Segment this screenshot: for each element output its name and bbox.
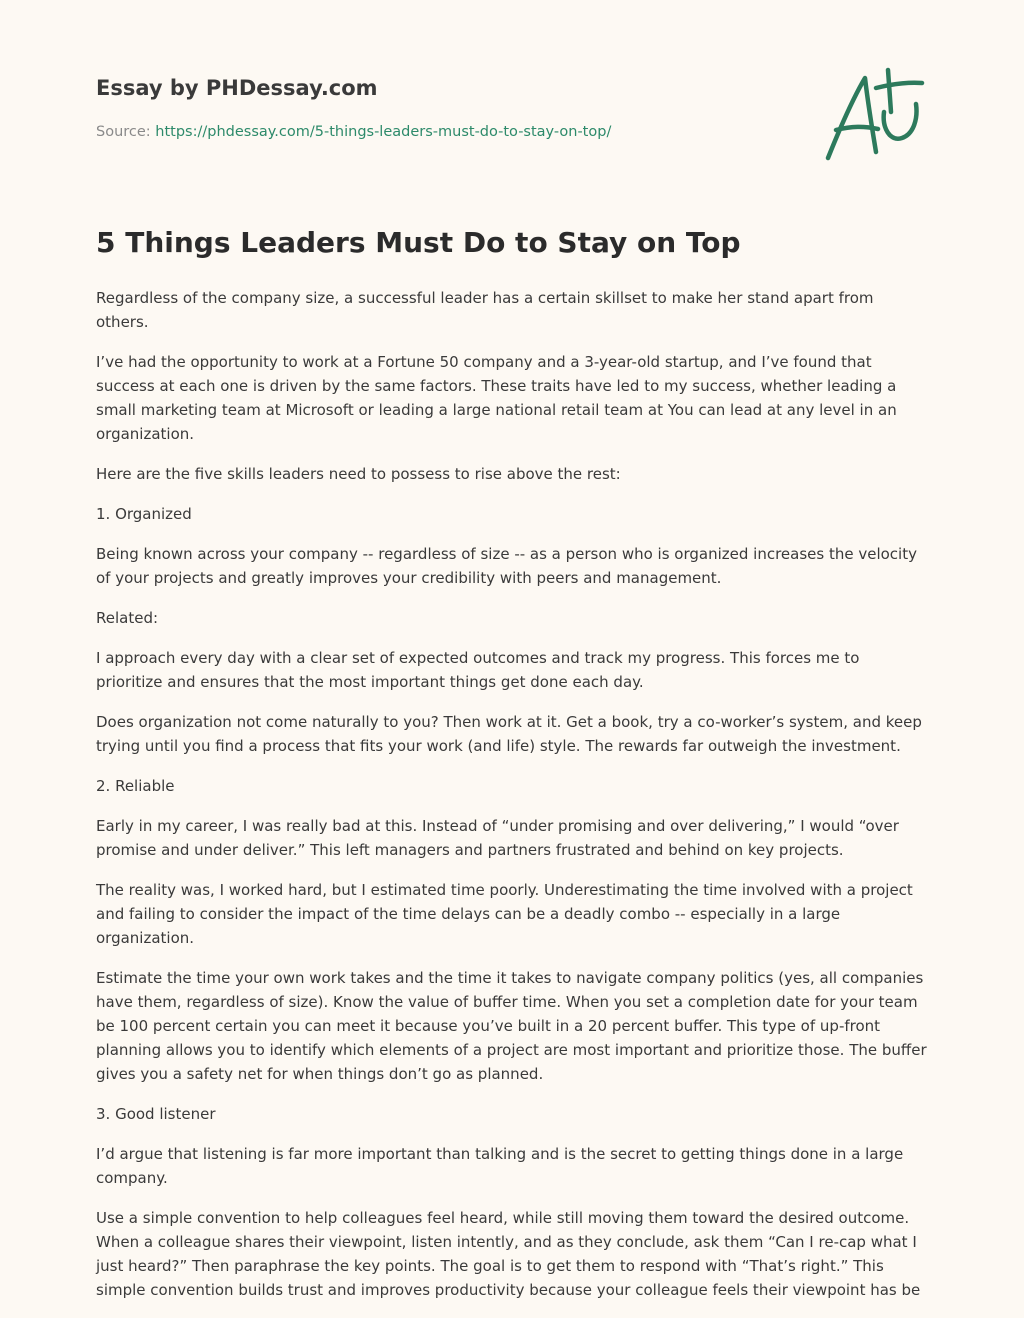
paragraph: Use a simple convention to help colleagues feel heard, while still moving them toward the desired outcome. When a colleague shares their viewpoint, listen intently, and as they conclude, ask them “Can I re-cap what I just heard?” Then paraphrase the key points. The goal is to get them to respond with “That’s right.” This simple convention builds trust and improves productivity because your colleague feels their viewpoint has be [96,1209,921,1299]
paragraph: I approach every day with a clear set of expected outcomes and track my progress. This forces me to prioritize and ensures that the most important things get done each day. [96,649,860,691]
article-body [96,286,930,1318]
paragraph: Regardless of the company size, a successful leader has a certain skillset to make her stand apart from others. [96,289,874,331]
paragraph: The reality was, I worked hard, but I estimated time poorly. Underestimating the time involved with a project and failing to consider the impact of the time delays can be a deadly combo -- especially in a large organization. [96,881,913,947]
paragraph: I’ve had the opportunity to work at a Fortune 50 company and a 3-year-old startup, and I’ve found that success at each one is driven by the same factors. These traits have led to my success, whether leading a small marketing team at Microsoft or leading a large national retail team at You can lead at any level in an organization. [96,353,897,443]
section-heading: 1. Organized [96,505,192,523]
paragraph: I’d argue that listening is far more important than talking and is the secret to getting things done in a large company. [96,1145,904,1187]
section-heading: 3. Good listener [96,1105,216,1123]
source-link[interactable]: https://phdessay.com/5-things-leaders-must-do-to-stay-on-top/ [155,124,612,140]
article-title: 5 Things Leaders Must Do to Stay on Top [96,226,741,259]
paragraph: Related: [96,609,159,627]
paragraph: Being known across your company -- regardless of size -- as a person who is organized increases the velocity of your projects and greatly improves your credibility with peers and management. [96,545,917,587]
section-heading: 2. Reliable [96,777,175,795]
source-label: Source: [96,124,156,140]
paragraph: Early in my career, I was really bad at this. Instead of “under promising and over delivering,” I would “over promise and under deliver.” This left managers and partners frustrated and behind on key projects. [96,817,899,859]
a-plus-logo-icon [818,66,928,166]
paragraph: Estimate the time your own work takes and the time it takes to navigate company politics (yes, all companies have them, regardless of size). Know the value of buffer time. When you set a completion date for your team be 100 percent certain you can meet it because you’ve built in a 20 percent buffer. This type of up-front planning allows you to identify which elements of a project are most important and prioritize those. The buffer gives you a safety net for when things don’t go as planned. [96,969,927,1083]
brand-title: Essay by PHDessay.com [96,76,378,100]
source-line [96,124,611,140]
paragraph: Does organization not come naturally to you? Then work at it. Get a book, try a co-worker’s system, and keep trying until you find a process that fits your work (and life) style. The rewards far outweigh the investment. [96,713,922,755]
paragraph: Here are the five skills leaders need to possess to rise above the rest: [96,465,621,483]
